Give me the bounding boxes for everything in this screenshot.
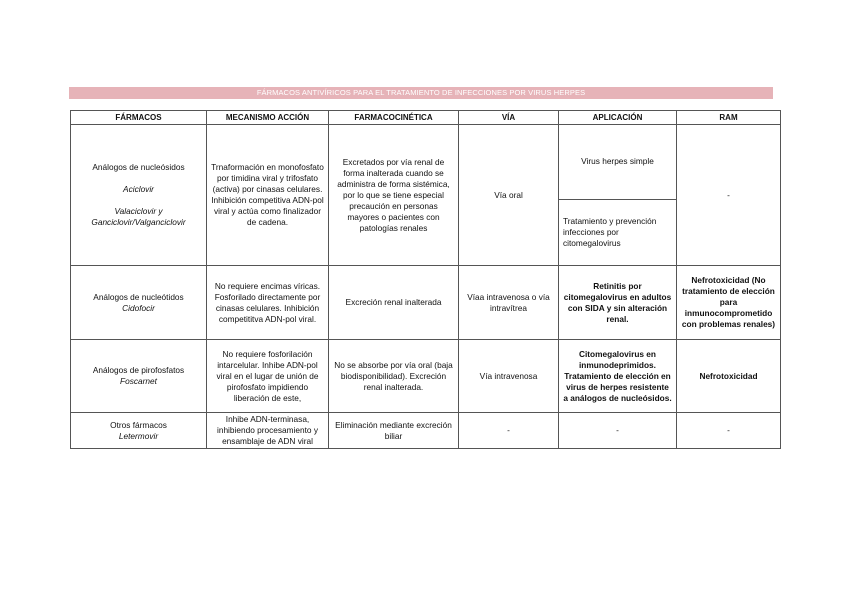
table-row — [71, 413, 781, 449]
cell-aplicacion: Virus herpes simple — [559, 125, 677, 200]
antiviral-drugs-table — [70, 110, 781, 449]
table-header-row — [71, 111, 781, 125]
header-farmacocinetica: FARMACOCINÉTICA — [329, 111, 459, 125]
drug-name: Foscarnet — [120, 376, 157, 386]
header-aplicacion: APLICACIÓN — [559, 111, 677, 125]
cell-farmacocinetica: Excreción renal inalterada — [329, 266, 459, 340]
cell-farmacocinetica: Excretados por vía renal de forma inalterada cuando se administra de forma sistémica, por lo que se tiene especial precaución en personas mayores o pacientes con patologías renales — [329, 125, 459, 266]
cell-via: - — [459, 413, 559, 449]
header-farmacos: FÁRMACOS — [71, 111, 207, 125]
cell-via: Vía intravenosa — [459, 340, 559, 413]
cell-ram: Nefrotoxicidad — [677, 340, 781, 413]
drug-name: Letermovir — [118, 430, 159, 441]
cell-aplicacion: Tratamiento y prevención infecciones por citomegalovirus — [559, 199, 677, 265]
cell-farmacocinetica: No se absorbe por vía oral (baja biodisponibilidad). Excreción renal inalterada. — [329, 340, 459, 413]
drug-name: Valaciclovir y Ganciclovir/Valganciclovir — [91, 206, 186, 227]
cell-aplicacion: Citomegalovirus en inmunodeprimidos. Tratamiento de elección en virus de herpes resistente a análogos de nucleósidos. — [559, 340, 677, 413]
table-row — [71, 125, 781, 200]
cell-farmaco-nucleosidos — [71, 125, 207, 266]
header-ram: RAM — [677, 111, 781, 125]
cell-via: Vía oral — [459, 125, 559, 266]
drug-class: Análogos de nucleótidos — [93, 291, 184, 302]
cell-mecanismo: No requiere encimas víricas. Fosforilado directamente por cinasas celulares. Inhibición competititva ADN-pol viral. — [207, 266, 329, 340]
cell-farmaco-otros — [71, 413, 207, 449]
drug-class: Análogos de pirofosfatos — [92, 365, 185, 375]
cell-farmaco-pirofosfatos — [71, 340, 207, 413]
table-row — [71, 340, 781, 413]
drug-class: Otros fármacos — [110, 419, 167, 430]
cell-ram: - — [677, 125, 781, 266]
cell-mecanismo: Trnaformación en monofosfato por timidina viral y trifosfato (activa) por cinasas celulares. Inhibición competitiva ADN-pol viral y actúa como finalizador de cadena. — [207, 125, 329, 266]
cell-mecanismo: Inhibe ADN-terminasa, inhibiendo procesamiento y ensamblaje de ADN viral — [207, 413, 329, 449]
cell-farmacocinetica: Eliminación mediante excreción biliar — [329, 413, 459, 449]
cell-farmaco-nucleotidos — [71, 266, 207, 340]
drug-name: Cidofocir — [122, 302, 155, 313]
table-row — [71, 266, 781, 340]
cell-aplicacion: Retinitis por citomegalovirus en adultos con SIDA y sin alteración renal. — [559, 266, 677, 340]
table-title-banner: FÁRMACOS ANTIVÍRICOS PARA EL TRATAMIENTO DE INFECCIONES POR VIRUS HERPES — [69, 87, 773, 99]
drug-name: Aciclovir — [123, 184, 154, 194]
cell-aplicacion: - — [559, 413, 677, 449]
cell-via: Víaa intravenosa o vía intravítrea — [459, 266, 559, 340]
drug-class: Análogos de nucleósidos — [92, 162, 185, 172]
header-mecanismo: MECANISMO ACCIÓN — [207, 111, 329, 125]
header-via: VÍA — [459, 111, 559, 125]
cell-ram: Nefrotoxicidad (No tratamiento de elección para inmunocomprometido con problemas renales) — [677, 266, 781, 340]
cell-ram: - — [677, 413, 781, 449]
cell-mecanismo: No requiere fosforilación intarcelular. Inhibe ADN-pol viral en el lugar de unión de pirofosfato impidiendo liberación de este, — [207, 340, 329, 413]
